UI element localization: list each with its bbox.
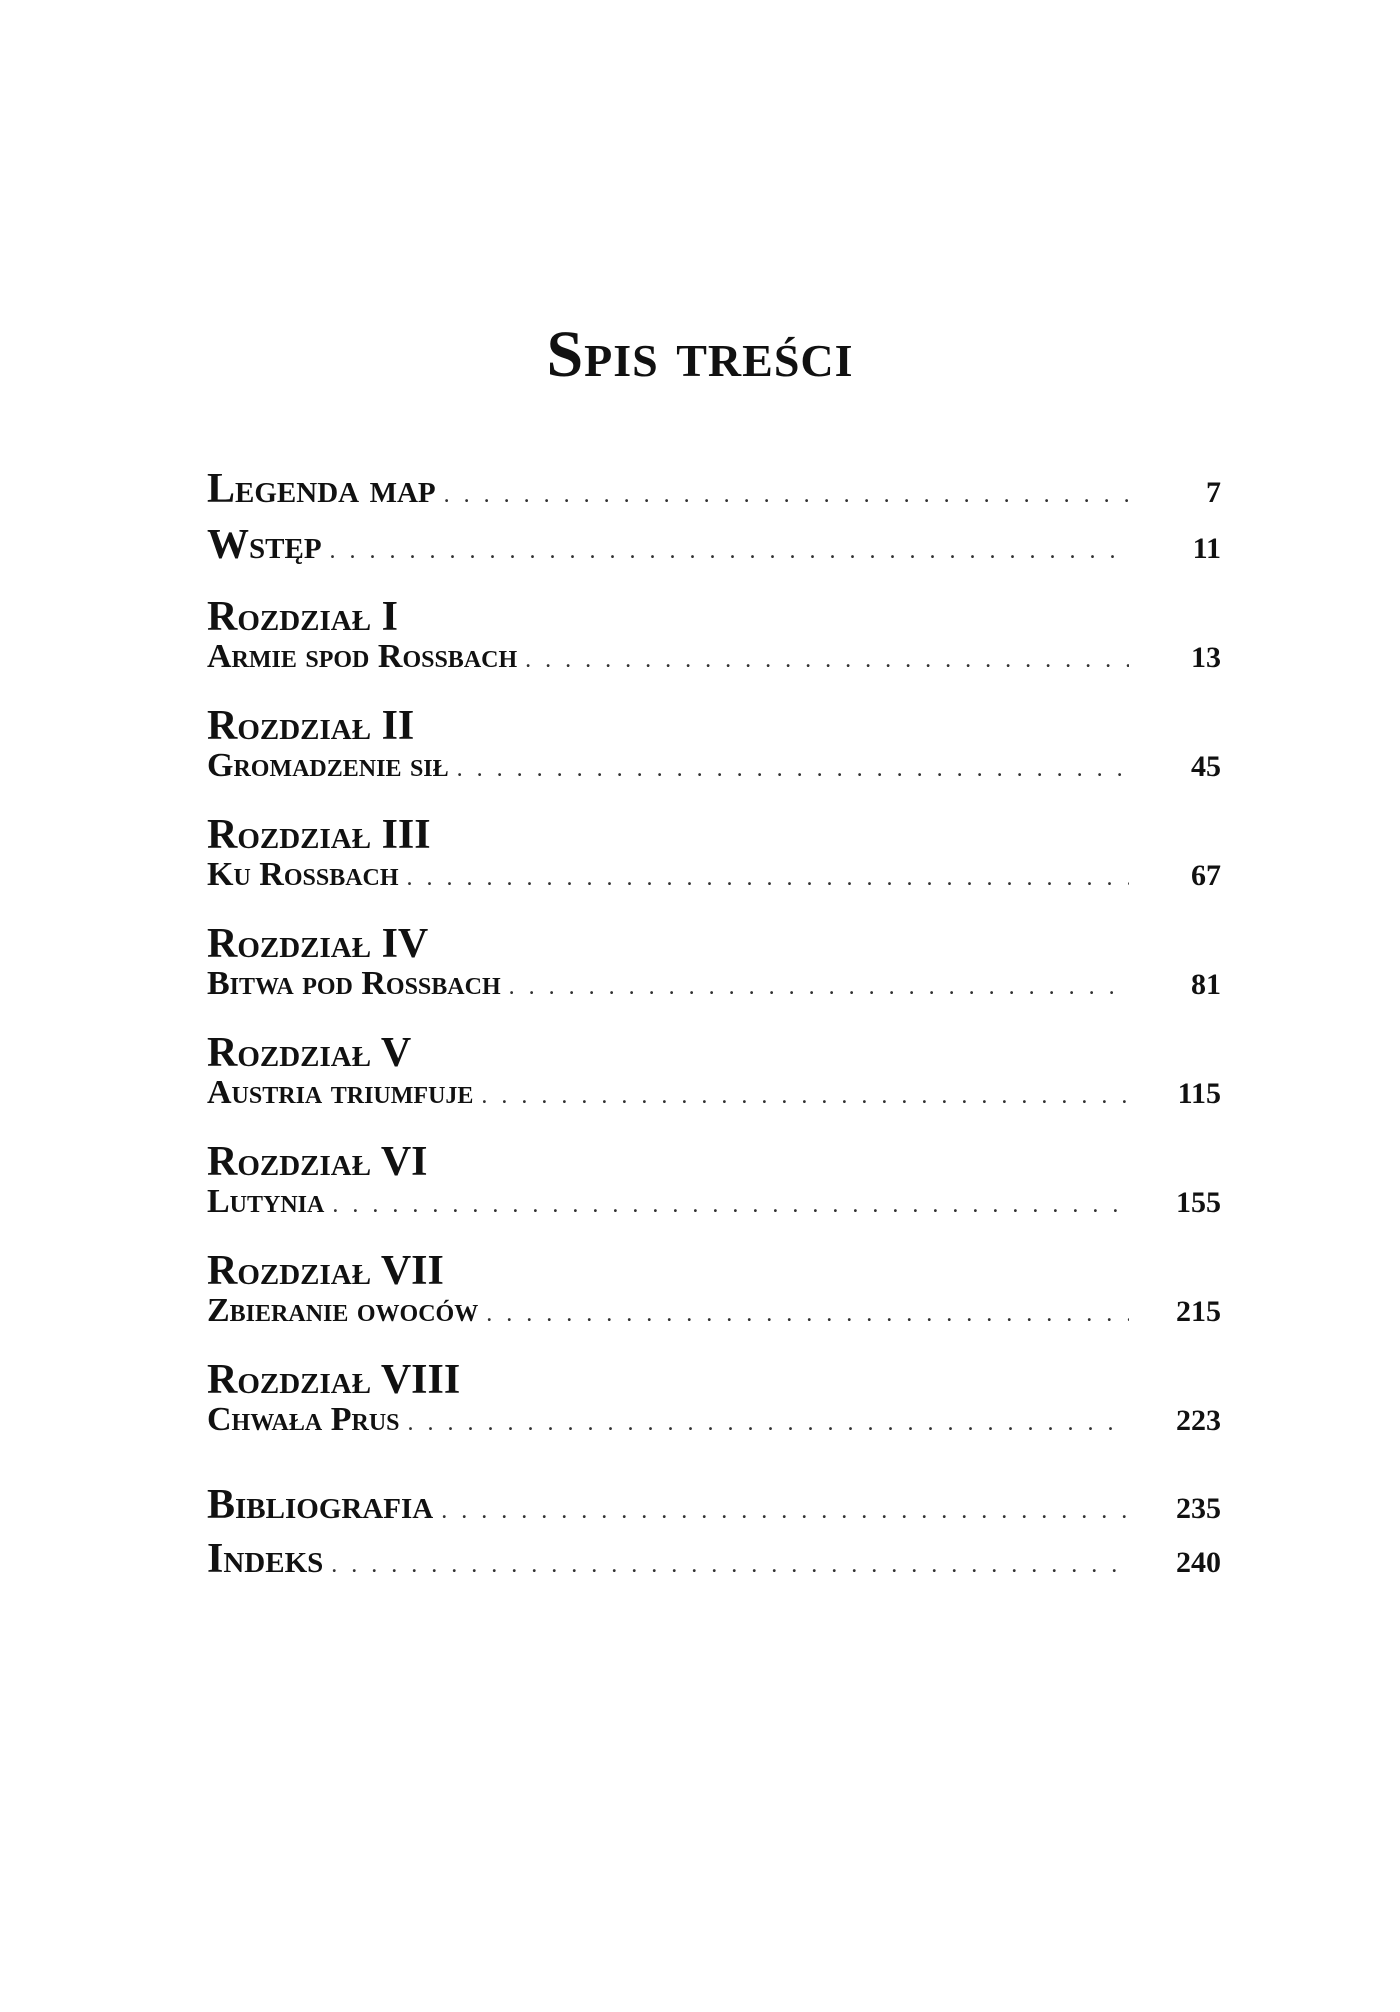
toc-entry-chapter-4[interactable] [207, 967, 1221, 1001]
page-title: Spis treści [546, 318, 854, 391]
toc-entry-label: Zbieranie owoców [207, 1292, 479, 1329]
toc-entry-label: Legenda map [207, 466, 436, 512]
toc-page-number: 115 [1177, 1077, 1221, 1110]
toc-page-number: 81 [1191, 968, 1221, 1001]
dot-leader [509, 975, 1129, 999]
toc-entry-chapter-1[interactable] [207, 640, 1221, 674]
dot-leader [408, 1411, 1129, 1435]
toc-entry-label: Gromadzenie sił [207, 747, 449, 784]
toc-page-number: 235 [1176, 1492, 1221, 1525]
dot-leader [444, 483, 1129, 507]
toc-page-number: 240 [1176, 1546, 1221, 1579]
toc-entry-chapter-6[interactable] [207, 1185, 1221, 1219]
toc-entry-label: Lutynia [207, 1183, 325, 1220]
toc-entry-label: Austria triumfuje [207, 1074, 474, 1111]
dot-leader [481, 1084, 1129, 1108]
toc-entry-legenda[interactable] [207, 468, 1221, 510]
chapter-heading: Rozdział VII [207, 1248, 444, 1294]
toc-entry-wstep[interactable] [207, 524, 1221, 566]
chapter-heading: Rozdział III [207, 812, 431, 858]
toc-page-number: 155 [1176, 1186, 1221, 1219]
toc-page-number: 45 [1191, 750, 1221, 783]
toc-entry-chapter-2[interactable] [207, 749, 1221, 783]
dot-leader [486, 1302, 1129, 1326]
table-of-contents [207, 0, 1221, 2012]
toc-entry-label: Ku Rossbach [207, 856, 399, 893]
toc-entry-label: Indeks [207, 1536, 324, 1582]
dot-leader [457, 757, 1129, 781]
dot-leader [330, 539, 1129, 563]
toc-entry-label: Bibliografia [207, 1482, 434, 1528]
dot-leader [331, 1553, 1129, 1577]
chapter-heading: Rozdział II [207, 703, 415, 749]
toc-entry-chapter-5[interactable] [207, 1076, 1221, 1110]
dot-leader [407, 866, 1129, 890]
toc-entry-label: Wstęp [207, 522, 322, 568]
dot-leader [332, 1193, 1129, 1217]
toc-page-number: 13 [1191, 641, 1221, 674]
toc-page-number: 67 [1191, 859, 1221, 892]
chapter-heading: Rozdział IV [207, 921, 429, 967]
toc-entry-label: Chwała Prus [207, 1401, 400, 1438]
toc-entry-bibliografia[interactable] [207, 1484, 1221, 1526]
toc-page-number: 7 [1206, 476, 1221, 509]
toc-entry-chapter-7[interactable] [207, 1294, 1221, 1328]
toc-entry-label: Bitwa pod Rossbach [207, 965, 501, 1002]
toc-entry-indeks[interactable] [207, 1538, 1221, 1580]
toc-entry-chapter-3[interactable] [207, 858, 1221, 892]
toc-page-number: 215 [1176, 1295, 1221, 1328]
toc-entry-chapter-8[interactable] [207, 1403, 1221, 1437]
chapter-heading: Rozdział VI [207, 1139, 428, 1185]
toc-entry-label: Armie spod Rossbach [207, 638, 518, 675]
chapter-heading: Rozdział I [207, 594, 398, 640]
chapter-heading: Rozdział VIII [207, 1357, 461, 1403]
toc-page-number: 11 [1192, 532, 1221, 565]
toc-page-number: 223 [1176, 1404, 1221, 1437]
dot-leader [525, 648, 1129, 672]
dot-leader [441, 1499, 1129, 1523]
chapter-heading: Rozdział V [207, 1030, 412, 1076]
